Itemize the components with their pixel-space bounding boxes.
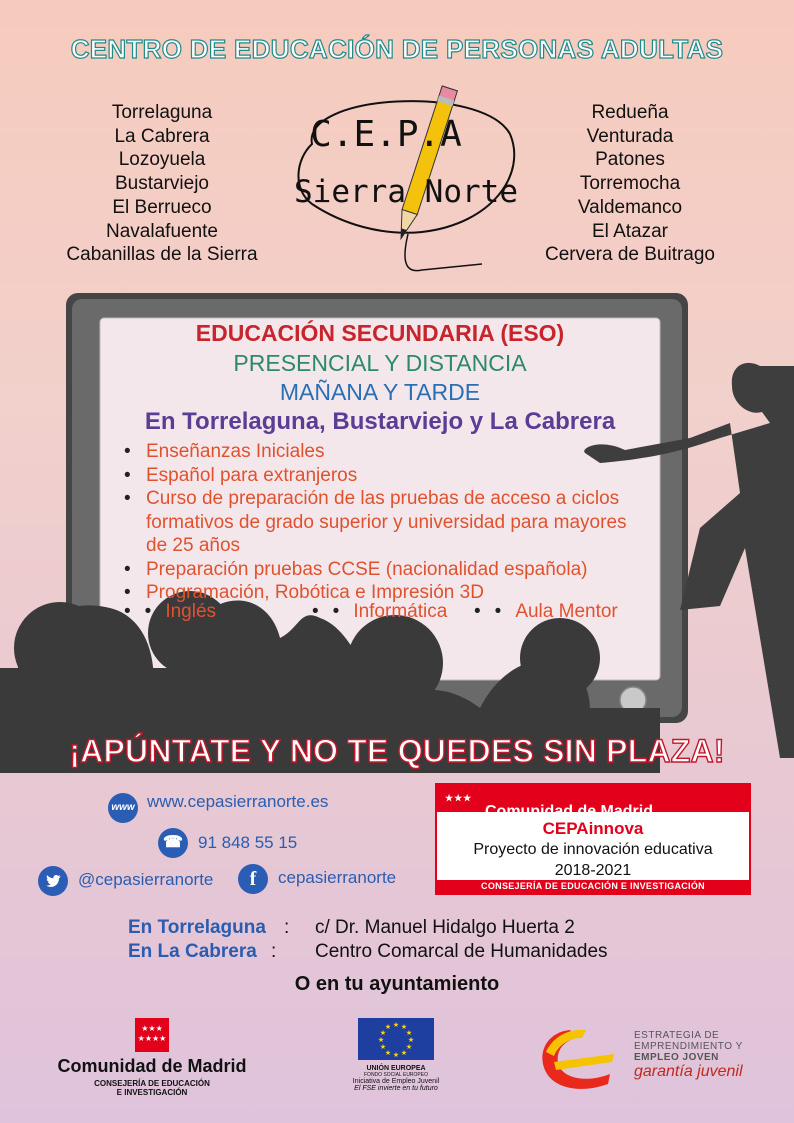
course-label: • Inglés xyxy=(145,601,216,622)
phone-icon: ☎ xyxy=(158,828,188,858)
town-item: La Cabrera xyxy=(114,125,210,147)
svg-text:★: ★ xyxy=(405,1043,413,1051)
cm-flag-icon: ★★★ ★★★★ xyxy=(135,1018,169,1052)
phone-number[interactable]: 91 848 55 15 xyxy=(198,833,298,852)
cm-dept2: E INVESTIGACIÓN xyxy=(116,1088,188,1097)
gj-line: EMPRENDIMIENTO Y xyxy=(634,1041,743,1052)
call-to-action: ¡APÚNTATE Y NO TE QUEDES SIN PLAZA! xyxy=(69,733,725,769)
comunidad-madrid-logo xyxy=(36,1018,268,1108)
town-item: Redueña xyxy=(591,102,669,123)
eu-flag-icon xyxy=(358,1018,434,1060)
town-item: Lozoyuela xyxy=(118,149,206,171)
course-item-ingles xyxy=(124,601,216,623)
towns-left-list xyxy=(40,101,284,267)
town-item: Torrelaguna xyxy=(111,102,213,123)
course-item-aula-mentor xyxy=(474,601,618,623)
town-item: Venturada xyxy=(586,125,674,147)
course-item: • Programación, Robótica e Impresión 3D xyxy=(100,581,646,605)
gj-text xyxy=(634,1030,743,1081)
svg-text:★: ★ xyxy=(377,1036,385,1044)
address-label: En La Cabrera xyxy=(128,941,257,962)
town-item: Valdemanco xyxy=(577,196,683,218)
course-list xyxy=(100,440,646,605)
town-item: Navalafuente xyxy=(106,220,218,242)
towns-right-list xyxy=(510,101,750,267)
twitter-handle[interactable]: @cepasierranorte xyxy=(78,870,214,889)
facebook-handle[interactable]: cepasierranorte xyxy=(278,868,397,887)
logo-line1: C.E.P.A xyxy=(310,114,462,155)
svg-text:★: ★ xyxy=(379,1043,387,1051)
page-title: CENTRO DE EDUCACIÓN DE PERSONAS ADULTAS xyxy=(70,34,724,64)
svg-text:★: ★ xyxy=(384,1023,392,1031)
course-label: • Informática xyxy=(333,601,448,622)
gj-brand: garantía juvenil xyxy=(634,1063,743,1080)
garantia-juvenil-logo xyxy=(530,1022,760,1102)
inline-course-list xyxy=(100,601,660,625)
innova-desc: Proyecto de innovación educativa xyxy=(473,841,713,858)
course-item: • Curso de preparación de las pruebas de acceso a ciclos formativos de grado superior y universidad para mayores de 25 años xyxy=(100,487,646,558)
offer-schedule: MAÑANA Y TARDE xyxy=(279,379,481,405)
facebook-icon: f xyxy=(238,864,268,894)
garantia-juvenil-icon xyxy=(530,1022,626,1098)
twitter-icon xyxy=(38,866,68,896)
innova-name: CEPAinnova xyxy=(542,819,644,838)
offer-heading: EDUCACIÓN SECUNDARIA (ESO) xyxy=(195,320,565,346)
svg-text:★: ★ xyxy=(407,1036,415,1044)
logo-line2: Sierra Norte xyxy=(294,174,518,210)
cm-name: Comunidad de Madrid xyxy=(57,1056,247,1076)
cepa-logo xyxy=(282,74,524,284)
cepainnova-box xyxy=(435,783,751,895)
offer-locations: En Torrelaguna, Bustarviejo y La Cabrera xyxy=(144,408,616,435)
svg-text:★: ★ xyxy=(400,1049,408,1057)
stars-icon: ★★★ ★★★★ xyxy=(445,793,482,830)
innova-years: 2018-2021 xyxy=(554,862,632,879)
svg-text:★: ★ xyxy=(384,1049,392,1057)
town-item: El Berrueco xyxy=(112,196,212,218)
website-link[interactable]: www.cepasierranorte.es xyxy=(147,792,329,811)
cm-dept: CONSEJERÍA DE EDUCACIÓN xyxy=(94,1079,210,1088)
svg-text:★: ★ xyxy=(392,1051,400,1059)
eu-name: UNIÓN EUROPEA xyxy=(366,1065,426,1072)
innova-footer: CONSEJERÍA DE EDUCACIÓN E INVESTIGACIÓN xyxy=(437,880,749,893)
eu-logo xyxy=(340,1018,452,1108)
town-item: El Atazar xyxy=(591,220,669,242)
colon: : xyxy=(284,917,290,938)
www-icon-label: www xyxy=(111,802,135,813)
ayuntamiento-note: O en tu ayuntamiento xyxy=(294,973,500,995)
svg-text:★: ★ xyxy=(400,1023,408,1031)
address-value: Centro Comarcal de Humanidades xyxy=(315,941,608,962)
course-item: • Español para extranjeros xyxy=(100,464,646,488)
town-item: Patones xyxy=(595,149,665,171)
www-icon xyxy=(108,793,138,823)
address-value: c/ Dr. Manuel Hidalgo Huerta 2 xyxy=(315,917,575,938)
course-item: • Enseñanzas Iniciales xyxy=(100,440,646,464)
cm-brand: Comunidad de Madrid xyxy=(485,803,653,821)
course-item-informatica xyxy=(312,601,447,623)
eu-init: Iniciativa de Empleo Juvenil xyxy=(352,1078,440,1085)
eu-motto: El FSE invierte en tu futuro xyxy=(354,1085,438,1092)
gj-line: ESTRATEGIA DE xyxy=(634,1030,720,1041)
course-label: • Aula Mentor xyxy=(495,601,618,622)
svg-text:★: ★ xyxy=(405,1029,413,1037)
town-item: Torremocha xyxy=(579,173,681,195)
town-item: Bustarviejo xyxy=(115,173,209,195)
town-item: Cervera de Buitrago xyxy=(544,244,716,266)
course-item: • Preparación pruebas CCSE (nacionalidad española) xyxy=(100,558,646,582)
town-item: Cabanillas de la Sierra xyxy=(66,244,258,266)
eu-fund: FONDO SOCIAL EUROPEO xyxy=(364,1072,428,1078)
svg-text:★: ★ xyxy=(392,1021,400,1029)
colon: : xyxy=(271,941,277,962)
svg-text:★: ★ xyxy=(379,1029,387,1037)
offer-mode: PRESENCIAL Y DISTANCIA xyxy=(233,350,527,376)
address-label: En Torrelaguna xyxy=(128,917,266,938)
gj-line: EMPLEO JOVEN xyxy=(634,1052,719,1063)
